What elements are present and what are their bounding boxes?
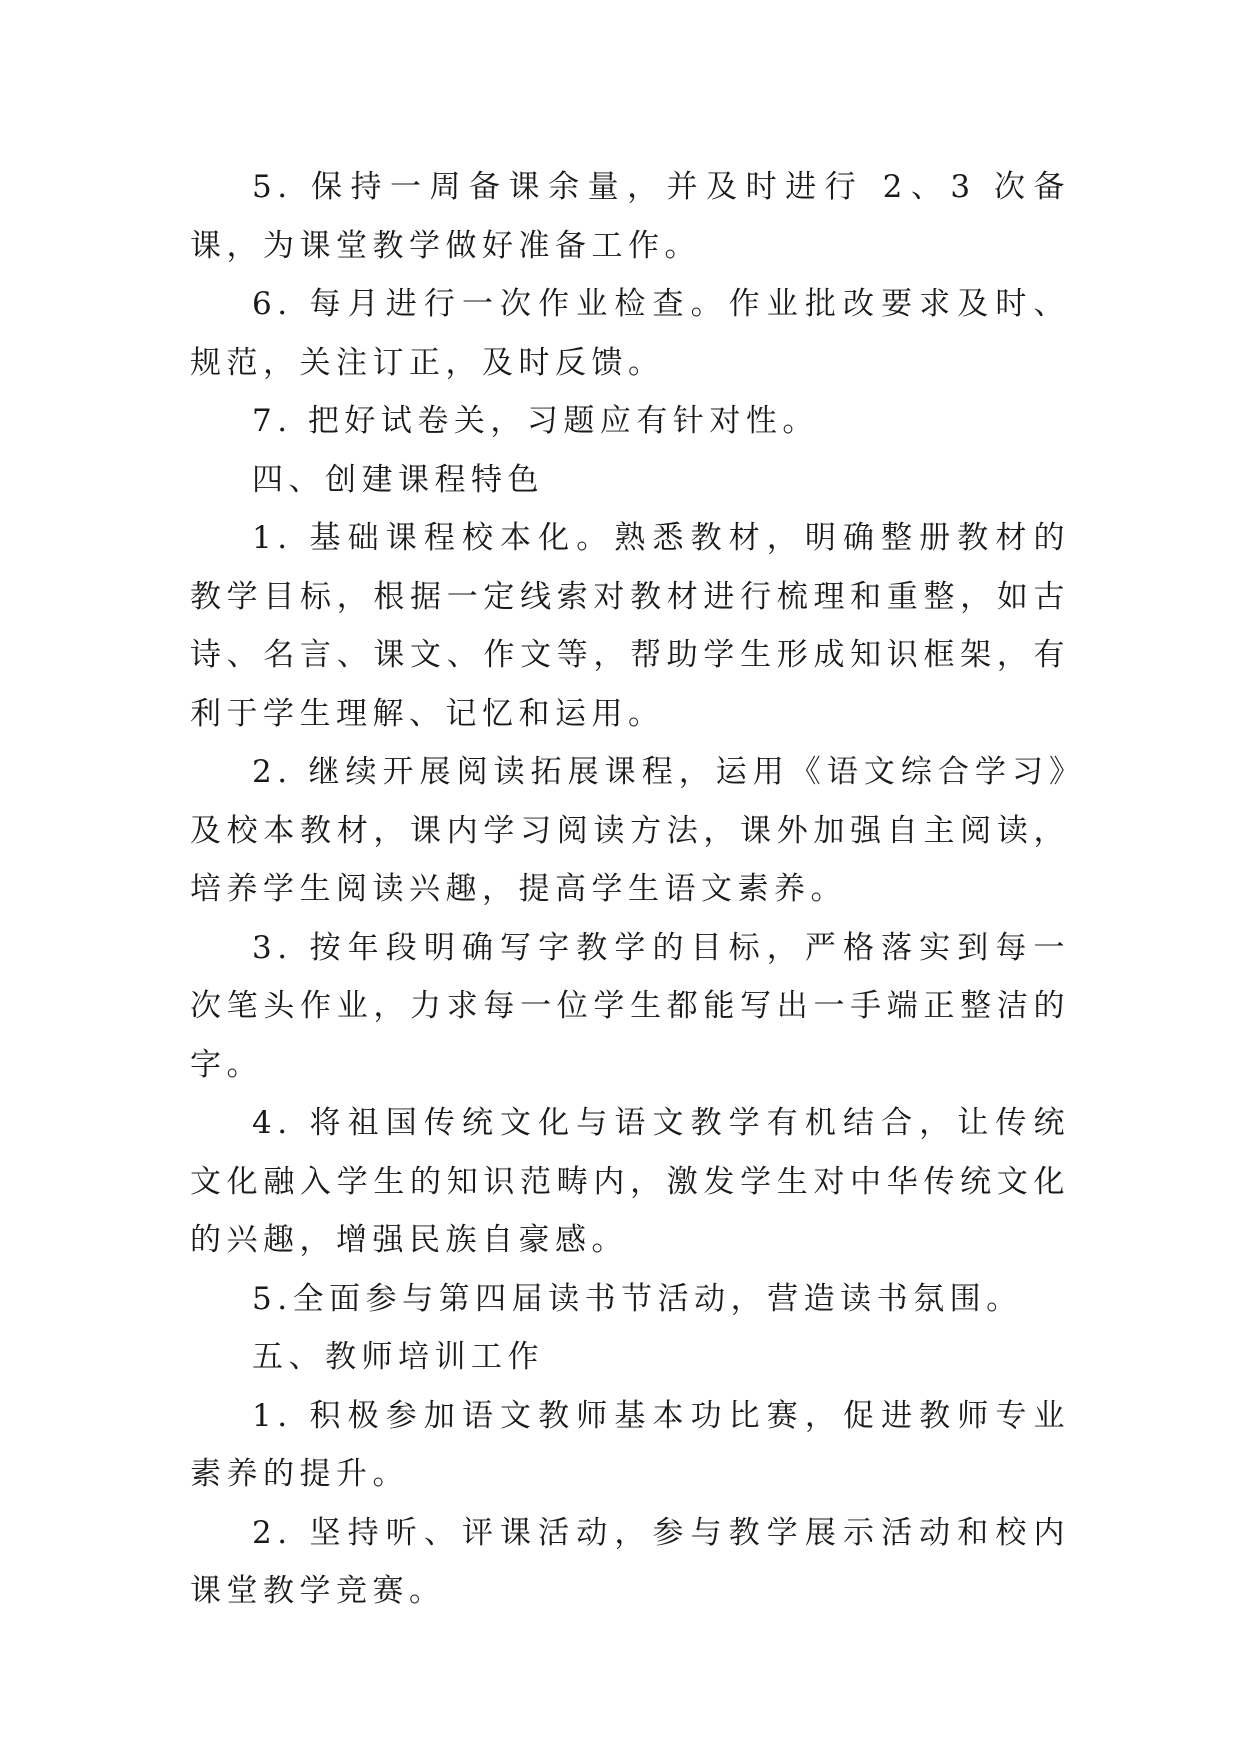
paragraph-curriculum-3: 3. 按年段明确写字教学的目标，严格落实到每一次笔头作业，力求每一位学生都能写出一手端正整洁的字。 bbox=[190, 929, 1070, 1083]
paragraph-item-7-exams: 7. 把好试卷关，习题应有针对性。 bbox=[252, 403, 819, 439]
section-heading-5: 五、教师培训工作 bbox=[252, 1339, 544, 1375]
paragraph-item-5-prep: 5. 保持一周备课余量，并及时进行 2、3 次备课，为课堂教学做好准备工作。 bbox=[190, 169, 1070, 264]
paragraph-curriculum-2: 2. 继续开展阅读拓展课程，运用《语文综合学习》及校本教材，课内学习阅读方法，课外加强自主阅读，培养学生阅读兴趣，提高学生语文素养。 bbox=[190, 754, 1070, 907]
paragraph-training-1: 1. 积极参加语文教师基本功比赛，促进教师专业素养的提升。 bbox=[190, 1397, 1070, 1492]
paragraph-training-2: 2. 坚持听、评课活动，参与教学展示活动和校内课堂教学竞赛。 bbox=[190, 1514, 1070, 1609]
paragraph-curriculum-5: 5.全面参与第四届读书节活动，营造读书氛围。 bbox=[252, 1280, 1023, 1317]
section-heading-4: 四、创建课程特色 bbox=[252, 461, 544, 498]
document-body bbox=[190, 158, 1070, 1621]
paragraph-item-6-homework: 6. 每月进行一次作业检查。作业批改要求及时、规范，关注订正，及时反馈。 bbox=[190, 286, 1070, 381]
paragraph-curriculum-1: 1. 基础课程校本化。熟悉教材，明确整册教材的教学目标，根据一定线索对教材进行梳理和重整，如古诗、名言、课文、作文等，帮助学生形成知识框架，有利于学生理解、记忆和运用。 bbox=[190, 520, 1070, 732]
paragraph-curriculum-4: 4. 将祖国传统文化与语文教学有机结合，让传统文化融入学生的知识范畴内，激发学生对中华传统文化的兴趣，增强民族自豪感。 bbox=[190, 1105, 1070, 1258]
